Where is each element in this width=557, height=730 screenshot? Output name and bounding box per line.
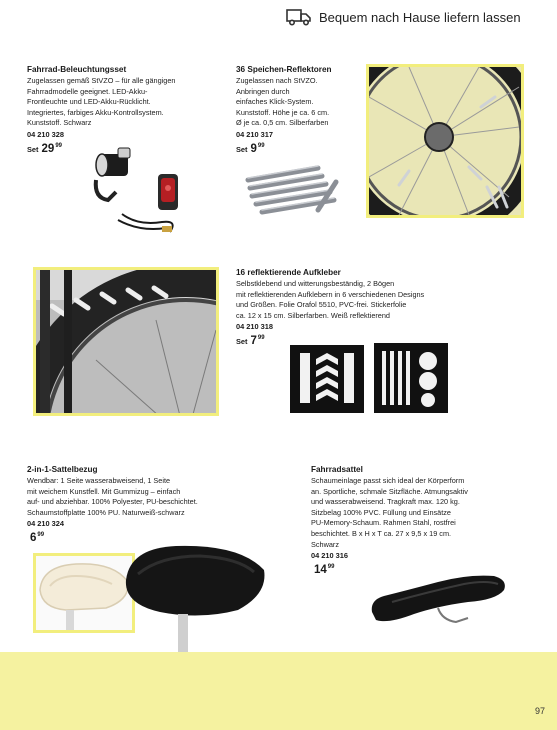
price-cents: 99 bbox=[257, 335, 265, 342]
price-unit: Set bbox=[236, 144, 248, 154]
description-line: Selbstklebend und witterungsbeständig, 2 Bögen bbox=[236, 279, 395, 288]
description-line: ca. 12 x 15 cm. Silberfarben. Weiß reflektierend bbox=[236, 310, 390, 320]
product-saddle-cover bbox=[27, 465, 247, 544]
header-text: Bequem nach Hause liefern lassen bbox=[319, 9, 521, 25]
description-line: und Größen. Folie Orafol 5510, PVC-frei. Stickerfolie bbox=[236, 300, 407, 310]
description-line: Schwarz bbox=[311, 539, 339, 549]
price-unit: Set bbox=[27, 144, 39, 154]
price-main: 6 bbox=[30, 532, 37, 545]
price-unit: Set bbox=[236, 337, 248, 347]
product-description bbox=[27, 476, 247, 518]
page-number: 97 bbox=[534, 706, 545, 716]
wheel-photo-graphic bbox=[369, 67, 521, 215]
product-reflective-stickers bbox=[236, 268, 536, 347]
price-main: 29 bbox=[41, 142, 55, 155]
description-line: Anbringen durch bbox=[236, 86, 290, 96]
price-cents: 99 bbox=[327, 564, 335, 571]
description-line: Frontleuchte und LED-Akku-Rücklicht. bbox=[27, 97, 151, 107]
black-saddle-cover-image bbox=[120, 540, 270, 652]
description-line: Schaumeinlage passt sich ideal der Körperform bbox=[311, 476, 465, 485]
description-line: PU-Memory-Schaum. Rahmen Stahl, rostfrei bbox=[311, 518, 456, 528]
fleece-cover-graphic bbox=[36, 556, 132, 630]
description-line: mit weichem Kunstfell. Mit Gummizug – einfach bbox=[27, 486, 181, 496]
description-line: und wasserabweisend. Tragkraft max. 120 kg. bbox=[311, 497, 460, 507]
description-line: Fahrradmodelle geeignet. LED-Akku- bbox=[27, 86, 148, 96]
product-description bbox=[236, 76, 366, 129]
description-line: Ø je ca. 0,5 cm. Silberfarben bbox=[236, 118, 329, 128]
bike-saddle-image bbox=[368, 572, 508, 630]
product-bike-saddle bbox=[311, 465, 536, 576]
product-description bbox=[236, 279, 536, 321]
mudguard-sticker-photo bbox=[33, 267, 219, 416]
price-cents: 99 bbox=[37, 532, 45, 539]
description-line: Kunststoff. Schwarz bbox=[27, 118, 92, 128]
description-line: Kunststoff. Höhe je ca. 6 cm. bbox=[236, 107, 330, 117]
description-line: Zugelassen nach StVZO. bbox=[236, 76, 318, 85]
spoke-reflectors-image bbox=[238, 160, 348, 220]
price bbox=[236, 143, 366, 155]
wheel-reflector-photo bbox=[366, 64, 524, 218]
price-main: 9 bbox=[250, 142, 257, 155]
description-line: Integriertes, farbiges Akku-Kontrollsystem. bbox=[27, 107, 164, 117]
article-number: 04 210 316 bbox=[311, 551, 348, 561]
description-line: beschichtet. B x H x T ca. 27 x 9,5 x 19 cm. bbox=[311, 528, 452, 538]
bike-light-set-image bbox=[88, 140, 198, 240]
description-line: einfaches Klick-System. bbox=[236, 97, 314, 107]
price-main: 7 bbox=[250, 335, 257, 348]
article-number: 04 210 324 bbox=[27, 519, 64, 529]
sticker-sheets-image bbox=[290, 343, 448, 415]
product-title: 2-in-1-Sattelbezug bbox=[27, 465, 98, 474]
description-line: auf- und abziehbar. 100% Polyester, PU-beschichtet. bbox=[27, 497, 198, 507]
product-title: Fahrrad-Beleuchtungsset bbox=[27, 65, 127, 74]
footer-band bbox=[0, 652, 557, 730]
product-spoke-reflectors bbox=[236, 65, 366, 155]
price-cents: 99 bbox=[55, 142, 62, 149]
article-number: 04 210 317 bbox=[236, 129, 273, 139]
mudguard-photo-graphic bbox=[36, 270, 216, 413]
truck-icon bbox=[286, 8, 312, 26]
description-line: Wendbar: 1 Seite wasserabweisend, 1 Seite bbox=[27, 476, 171, 485]
price-cents: 99 bbox=[257, 142, 265, 149]
description-line: Sitzbelag 100% PVC. Füllung und Einsätze bbox=[311, 507, 451, 517]
article-number: 04 210 328 bbox=[27, 129, 64, 139]
price-main: 14 bbox=[314, 564, 327, 577]
product-title: Fahrradsattel bbox=[311, 465, 363, 474]
description-line: Zugelassen gemäß StVZO – für alle gängigen bbox=[27, 76, 176, 85]
description-line: an. Sportliche, schmale Sitzfläche. Atmungsaktiv bbox=[311, 486, 468, 496]
product-description bbox=[311, 476, 536, 550]
description-line: mit reflektierenden Aufklebern in 6 verschiedenen Designs bbox=[236, 289, 425, 299]
product-title: 36 Speichen-Reflektoren bbox=[236, 65, 332, 74]
product-description bbox=[27, 76, 227, 129]
delivery-header bbox=[286, 8, 521, 26]
product-title: 16 reflektierende Aufkleber bbox=[236, 268, 341, 277]
description-line: Schaumstoffplatte 100% PU. Naturweiß-schwarz bbox=[27, 507, 185, 517]
article-number: 04 210 318 bbox=[236, 322, 273, 332]
